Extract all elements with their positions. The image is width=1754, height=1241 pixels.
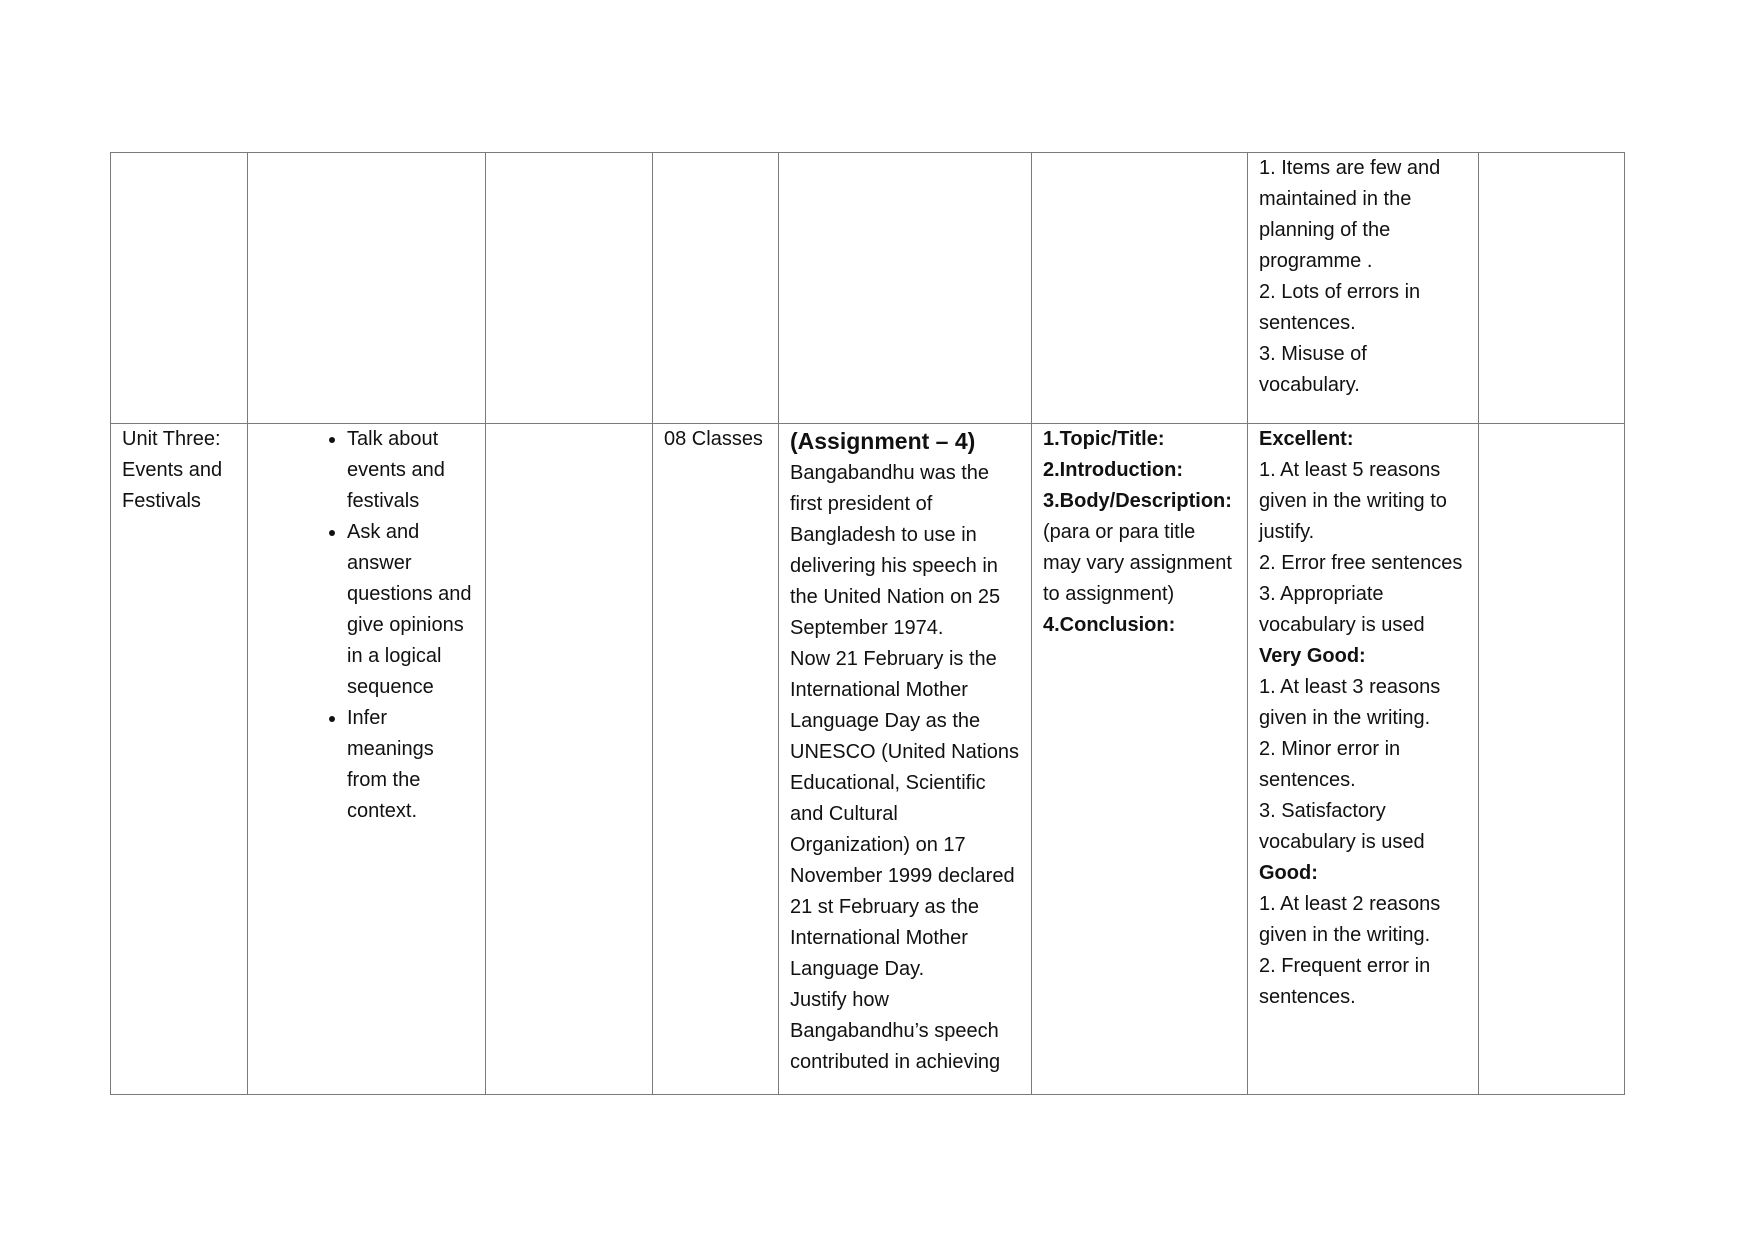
criteria-cell	[1248, 153, 1479, 424]
structure-introduction: 2.Introduction:	[1043, 459, 1183, 481]
criteria-heading-excellent: Excellent:	[1259, 428, 1354, 450]
criteria-heading-very-good: Very Good:	[1259, 645, 1366, 667]
criteria-item: 1. At least 5 reasons given in the writing to justify.	[1259, 459, 1447, 543]
criteria-cell	[1248, 424, 1479, 1095]
outcome-item: • Ask and answer questions and give opinions in a logical sequence	[347, 517, 474, 703]
table-row	[111, 153, 1625, 424]
criteria-item: 2. Error free sentences	[1259, 552, 1463, 574]
duration-text: 08 Classes	[664, 428, 763, 450]
outcome-item: • Infer meanings from the context.	[347, 703, 474, 827]
assignment-paragraph: Bangabandhu was the first president of Bangladesh to use in delivering his speech in the United Nation on 25 September 1974.	[790, 462, 1001, 639]
criteria-item: 1. At least 2 reasons given in the writing.	[1259, 893, 1441, 946]
assignment-cell	[779, 153, 1032, 424]
criteria-heading-good: Good:	[1259, 862, 1318, 884]
assignment-paragraph: Now 21 February is the International Mother Language Day as the UNESCO (United Nations Educational, Scientific and Cultural Organization) on 17 November 1999 declared 21 st February as the International Mother Language Day.	[790, 648, 1019, 980]
structure-note: (para or para title may vary assignment to assignment)	[1043, 521, 1232, 605]
assignment-title: (Assignment – 4)	[790, 428, 976, 454]
assignment-cell	[779, 424, 1032, 1095]
outcomes-list	[259, 424, 474, 827]
structure-cell	[1032, 153, 1248, 424]
structure-conclusion: 4.Conclusion:	[1043, 614, 1176, 636]
empty-cell	[486, 153, 653, 424]
unit-title: Unit Three: Events and Festivals	[122, 428, 223, 512]
structure-cell	[1032, 424, 1248, 1095]
learning-outcomes-cell	[248, 153, 486, 424]
criteria-item: 1. Items are few and maintained in the planning of the programme .	[1259, 157, 1441, 272]
criteria-item: 3. Satisfactory vocabulary is used	[1259, 800, 1425, 853]
criteria-item: 2. Minor error in sentences.	[1259, 738, 1401, 791]
unit-cell	[111, 153, 248, 424]
criteria-item: 3. Appropriate vocabulary is used	[1259, 583, 1425, 636]
empty-cell	[486, 424, 653, 1095]
lesson-plan-table	[110, 152, 1625, 1095]
duration-cell	[653, 153, 779, 424]
learning-outcomes-cell	[248, 424, 486, 1095]
criteria-item: 2. Lots of errors in sentences.	[1259, 281, 1421, 334]
remarks-cell	[1479, 424, 1625, 1095]
outcome-item: • Talk about events and festivals	[347, 424, 474, 517]
structure-body: 3.Body/Description:	[1043, 490, 1232, 512]
assignment-paragraph: Justify how Bangabandhu’s speech contributed in achieving	[790, 989, 1001, 1073]
criteria-item: 2. Frequent error in sentences.	[1259, 955, 1431, 1008]
remarks-cell	[1479, 153, 1625, 424]
criteria-item: 1. At least 3 reasons given in the writing.	[1259, 676, 1441, 729]
structure-topic: 1.Topic/Title:	[1043, 428, 1165, 450]
duration-cell	[653, 424, 779, 1095]
unit-cell	[111, 424, 248, 1095]
criteria-item: 3. Misuse of vocabulary.	[1259, 343, 1367, 396]
table-row	[111, 424, 1625, 1095]
